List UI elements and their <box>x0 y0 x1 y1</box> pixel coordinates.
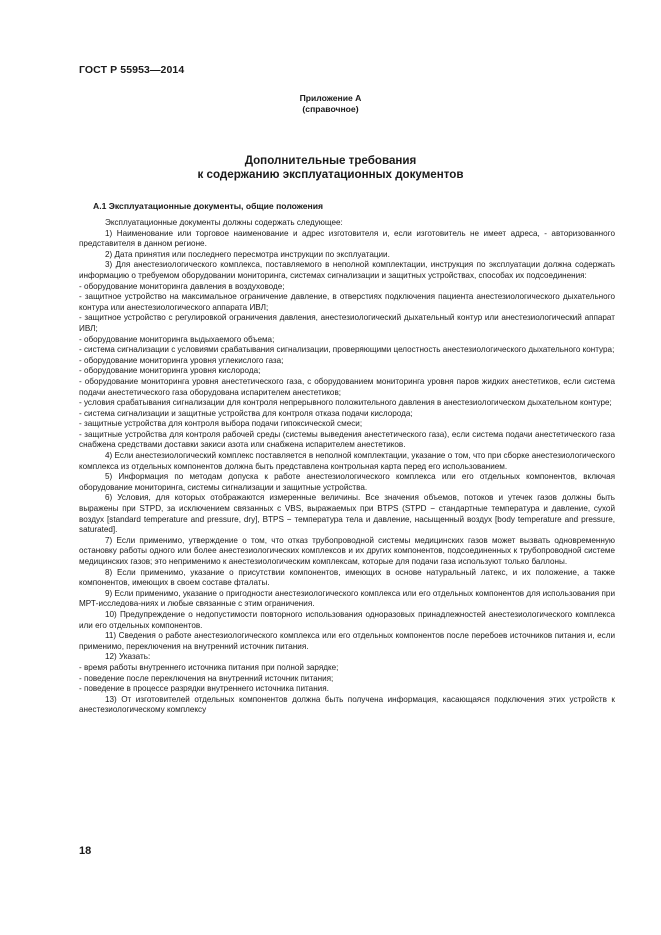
section-heading: А.1 Эксплуатационные документы, общие положения <box>93 201 324 211</box>
annex-title: Приложение А <box>299 93 362 103</box>
paragraph: - система сигнализации с условиями срабатывания сигнализации, проверяющими целостность анестезиологического дыхательного контура; <box>79 345 615 355</box>
paragraph: 6) Условия, для которых отображаются измеренные величины. Все значения объемов, потоков и утечек газов должны быть выражены при STPD, за исключением связанных с VBS, выражаемых при BTPS (STPD − стандартные температура и давление, сухой воздух [standard temperature and pressure, dry], BTPS − температура тела и давление, насыщенный воздух [body temperature and pressure, saturated]. <box>79 493 615 535</box>
paragraph: 12) Указать: <box>105 652 151 662</box>
paragraph: 7) Если применимо, утверждение о том, что отказ трубопроводной системы медицинских газов может вызвать одновременную остановку работы одного или более анестезиологических комплексов и их других компонентов, подсоединенных к трубопроводной системе медицинских газов; это неприменимо к анестезиологическим комплексам, которые для подачи газа используют только баллоны. <box>79 535 615 566</box>
paragraph: 3) Для анестезиологического комплекса, поставляемого в неполной комплектации, инструкция по эксплуатации должна содержать информацию о требуемом оборудовании мониторинга, системах сигнализации и защитных устройствах, способах их подсоединения: <box>79 260 615 280</box>
paragraph: - защитные устройства для контроля выбора подачи гипоксической смеси; <box>79 419 363 429</box>
paragraph: - система сигнализации и защитные устройства для контроля отказа подачи кислорода; <box>79 408 413 418</box>
paragraph: 5) Информация по методам допуска к работе анестезиологического комплекса или его отдельных компонентов, включая оборудование мониторинга, системы сигнализации и защитные устройства. <box>79 472 615 492</box>
paragraph: Эксплуатационные документы должны содержать следующее: <box>105 218 343 227</box>
paragraph: 11) Сведения о работе анестезиологического комплекса или его отдельных компонентов после перебоев источников питания и, если применимо, переключения на внутренний источник питания. <box>79 631 615 651</box>
paragraph: 13) От изготовителей отдельных компонентов должна быть получена информация, касающаяся подключения этих устройств к анестезиологическому комплексу <box>79 694 615 715</box>
annex-type: (справочное) <box>302 104 359 114</box>
page-number: 18 <box>79 845 92 857</box>
document-title-line-2: к содержанию эксплуатационных документов <box>197 168 464 181</box>
paragraph: 2) Дата принятия или последнего пересмотра инструкции по эксплуатации. <box>105 249 390 259</box>
body-text <box>79 218 615 716</box>
document-title-line-1: Дополнительные требования <box>244 154 417 167</box>
paragraph: - оборудование мониторинга выдыхаемого объема; <box>79 334 275 344</box>
paragraph: 10) Предупреждение о недопустимости повторного использования одноразовых принадлежностей анестезиологического комплекса или его отдельных компонентов. <box>79 609 615 630</box>
paragraph: - оборудование мониторинга уровня кислорода; <box>79 366 261 376</box>
paragraph: - условия срабатывания сигнализации для контроля непрерывного положительного давления в анестезиологическом дыхательном контуре; <box>79 398 612 408</box>
paragraph: 8) Если применимо, указание о присутствии компонентов, имеющих в основе натуральный латекс, и их положение, а также компонентов, имеющих в своем составе фталаты. <box>79 567 615 588</box>
paragraph: 1) Наименование или торговое наименование и адрес изготовителя и, если изготовитель не имеет адреса, - авторизованного представителя в данном регионе. <box>79 228 615 249</box>
paragraph: - поведение в процессе разрядки внутреннего источника питания. <box>79 684 329 694</box>
paragraph: - оборудование мониторинга уровня анестетического газа, с оборудованием мониторинга уровня паров жидких анестетиков, если система подачи анестетического газа оборудована испарителем анестетиков; <box>79 376 615 397</box>
paragraph: - поведение после переключения на внутренний источник питания; <box>79 673 334 683</box>
paragraph: - время работы внутреннего источника питания при полной зарядке; <box>79 662 339 672</box>
paragraph: - защитные устройства для контроля рабочей среды (системы выведения анестетического газа), если система подачи анестетического газа снабжена средствами доставки закиси азота или снабжена испарителем анестетиков. <box>79 429 615 450</box>
paragraph: - защитное устройство на максимальное ограничение давление, в отверстиях подключения пациента анестезиологического дыхательного контура или анестезиологического аппарата ИВЛ; <box>79 292 615 312</box>
paragraph: - оборудование мониторинга уровня углекислого газа; <box>79 355 284 365</box>
paragraph: - защитное устройство с регулировкой ограничения давления, анестезиологический дыхательный контур или анестезиологический аппарат ИВЛ; <box>79 313 615 333</box>
standard-number: ГОСТ Р 55953—2014 <box>79 64 185 76</box>
paragraph: 4) Если анестезиологический комплекс поставляется в неполной комплектации, указание о том, что при сборке анестезиологического комплекса из отдельных компонентов должна быть представлена контрольная карта перед его использованием. <box>79 451 615 471</box>
paragraph: - оборудование мониторинга давления в воздуховоде; <box>79 281 285 291</box>
paragraph: 9) Если применимо, указание о пригодности анестезиологического комплекса или его отдельных компонентов для использования при МРТ-исследова-ниях и любые связанные с этим ограничения. <box>79 588 615 609</box>
